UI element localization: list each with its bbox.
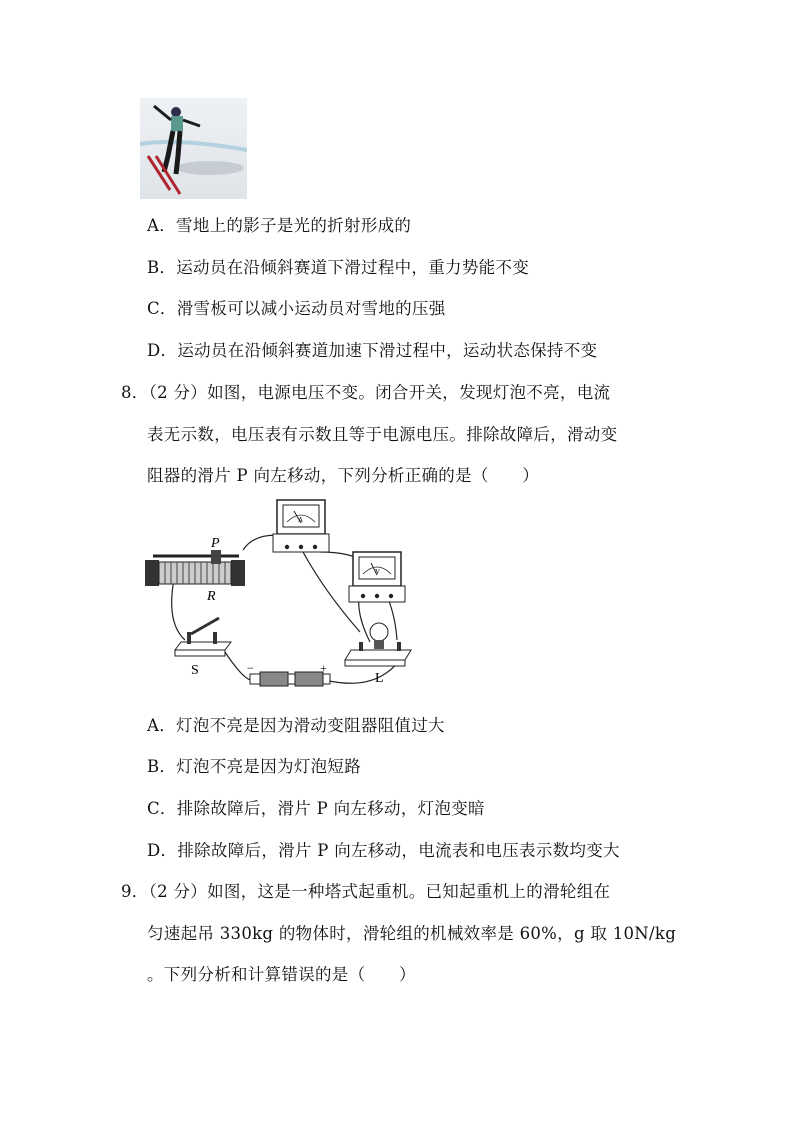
battery-icon	[250, 672, 330, 686]
skier-photo	[140, 98, 247, 199]
q8-stem-line-2: 表无示数，电压表有示数且等于电源电压。排除故障后，滑动变	[147, 425, 618, 444]
q7-option-a: A．雪地上的影子是光的折射形成的	[147, 216, 412, 235]
q9-stem-line-2: 匀速起吊 330kg 的物体时，滑轮组的机械效率是 60%，g 取 10N/kg	[147, 924, 677, 943]
lamp-icon	[345, 623, 411, 666]
rheostat-icon	[145, 550, 245, 586]
battery-minus-label: −	[247, 661, 254, 675]
voltmeter-icon	[349, 552, 405, 602]
ammeter-letter: A	[298, 516, 304, 524]
q7-option-b: B．运动员在沿倾斜赛道下滑过程中，重力势能不变	[147, 258, 530, 277]
switch-label: S	[191, 663, 199, 678]
voltmeter-letter: V	[375, 568, 381, 576]
q8-stem-line-3: 阻器的滑片 P 向左移动，下列分析正确的是（ ）	[147, 466, 540, 485]
switch-icon	[175, 618, 231, 656]
slider-label: P	[211, 536, 220, 551]
battery-plus-label: +	[320, 661, 327, 675]
q8-option-b: B．灯泡不亮是因为灯泡短路	[147, 757, 362, 776]
q8-option-a: A．灯泡不亮是因为滑动变阻器阻值过大	[147, 716, 445, 735]
q8-option-c: C．排除故障后，滑片 P 向左移动，灯泡变暗	[147, 799, 485, 818]
q7-option-d: D．运动员在沿倾斜赛道加速下滑过程中，运动状态保持不变	[147, 341, 598, 360]
q8-option-d: D．排除故障后，滑片 P 向左移动，电流表和电压表示数均变大	[147, 841, 620, 860]
ammeter-icon	[273, 500, 329, 552]
q7-option-c: C．滑雪板可以减小运动员对雪地的压强	[147, 299, 446, 318]
q9-stem-line-3: 。下列分析和计算错误的是（ ）	[147, 965, 416, 984]
q9-stem-line-1: 9．（2 分）如图，这是一种塔式起重机。已知起重机上的滑轮组在	[121, 882, 611, 901]
q8-stem-line-1: 8．（2 分）如图，电源电压不变。闭合开关，发现灯泡不亮，电流	[121, 383, 611, 402]
lamp-label: L	[375, 671, 384, 686]
rheostat-label: R	[207, 589, 216, 604]
circuit-diagram	[135, 492, 425, 692]
